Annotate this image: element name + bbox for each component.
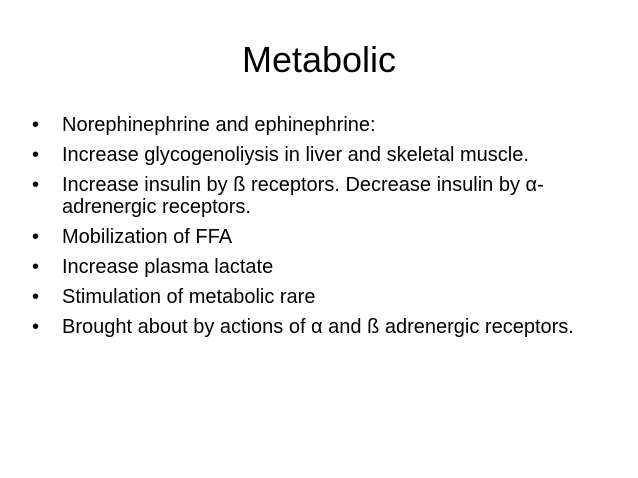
bullet-item — [32, 316, 592, 338]
bullet-icon: • — [32, 286, 40, 308]
bullet-icon: • — [32, 174, 40, 196]
bullet-text: Increase glycogenoliysis in liver and skeletal muscle. — [62, 144, 529, 166]
bullet-text: Mobilization of FFA — [62, 226, 233, 248]
bullet-list — [32, 114, 592, 346]
bullet-icon: • — [32, 226, 40, 248]
bullet-item — [32, 226, 592, 248]
bullet-icon: • — [32, 256, 40, 278]
bullet-item — [32, 144, 592, 166]
bullet-text: Increase plasma lactate — [62, 256, 274, 278]
bullet-icon: • — [32, 144, 40, 166]
bullet-text: Norephinephrine and ephinephrine: — [62, 114, 376, 136]
slide-title: Metabolic — [241, 39, 397, 80]
bullet-icon: • — [32, 316, 40, 338]
bullet-text: Increase insulin by ß receptors. Decrease insulin by α- adrenergic receptors. — [62, 174, 544, 218]
bullet-item — [32, 286, 592, 308]
bullet-item — [32, 114, 592, 136]
bullet-item — [32, 256, 592, 278]
bullet-item — [32, 174, 592, 218]
bullet-text: Stimulation of metabolic rare — [62, 286, 316, 308]
bullet-text: Brought about by actions of α and ß adrenergic receptors. — [62, 316, 574, 338]
bullet-icon: • — [32, 114, 40, 136]
